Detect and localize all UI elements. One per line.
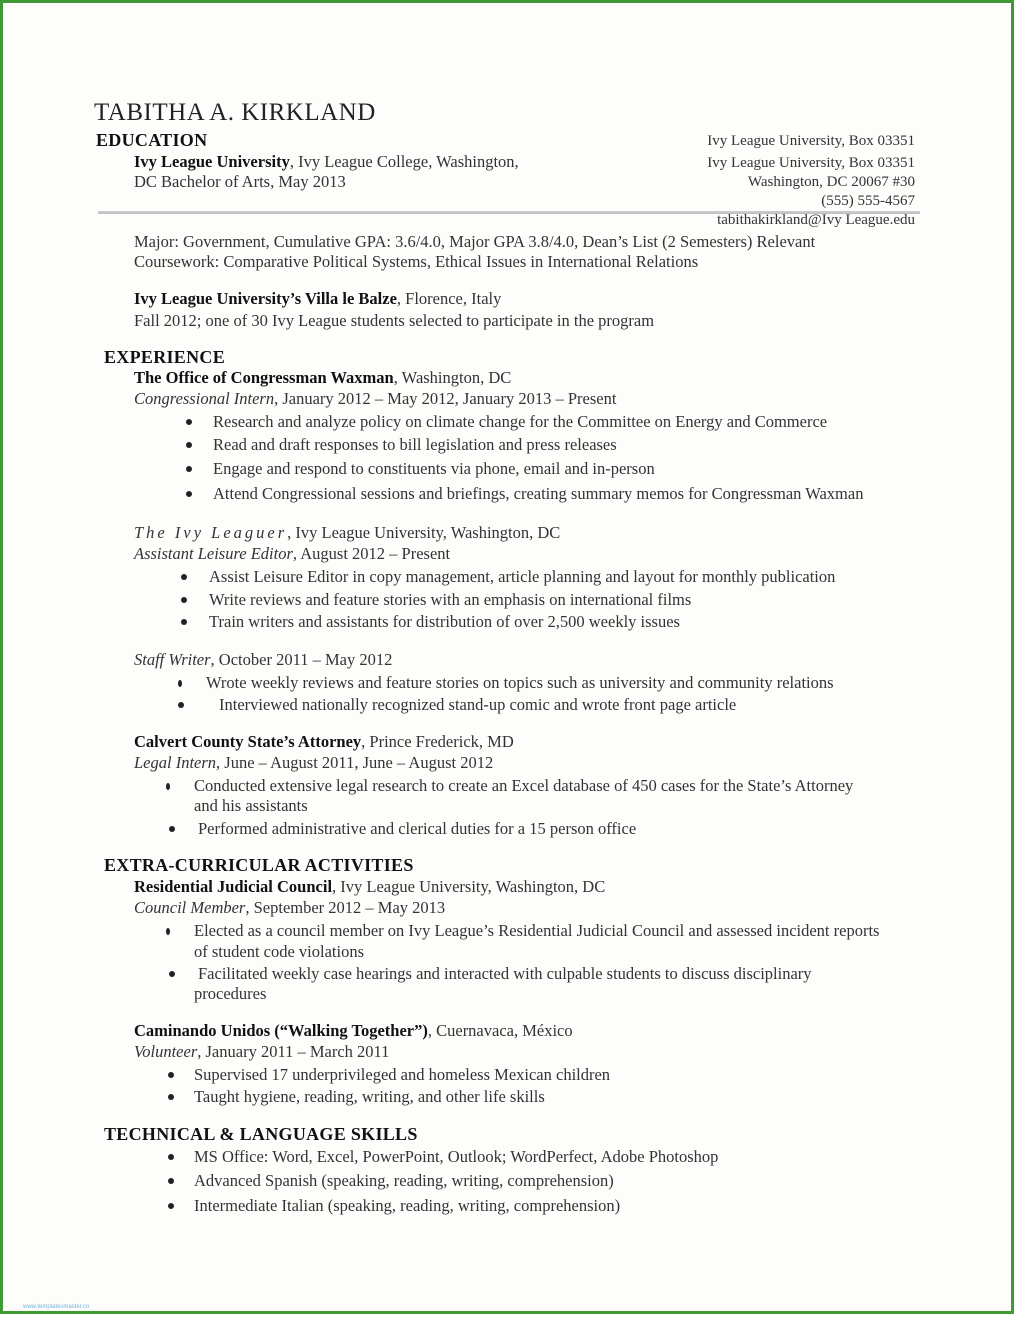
bullet-icon xyxy=(168,1178,174,1184)
job2-bullet-1: Assist Leisure Editor in copy management, article planning and layout for monthly publication xyxy=(209,567,836,586)
job1-bullet-4: Attend Congressional sessions and briefings, creating summary memos for Congressman Waxman xyxy=(213,484,864,503)
bullet-icon xyxy=(181,619,187,625)
bullet-icon xyxy=(186,419,192,425)
act2-role xyxy=(134,1042,389,1062)
skills-heading: TECHNICAL & LANGUAGE SKILLS xyxy=(104,1124,418,1144)
bullet-icon xyxy=(186,442,192,448)
job1-title: Congressional Intern xyxy=(134,389,275,408)
job2-bullet2-2: Interviewed nationally recognized stand-up comic and wrote front page article xyxy=(219,695,737,714)
job2-title2: Staff Writer xyxy=(134,650,211,669)
act2-loc: , Cuernavaca, México xyxy=(427,1021,573,1040)
act1-org: Residential Judicial Council xyxy=(134,877,333,896)
act2-bullet-1: Supervised 17 underprivileged and homeless Mexican children xyxy=(194,1065,611,1084)
job2-org: The Ivy Leaguer xyxy=(134,523,288,542)
job3-bullet-1a: Conducted extensive legal research to create an Excel database of 450 cases for the State’s Attorney xyxy=(194,776,854,795)
bullet-icon xyxy=(186,466,192,472)
act2-header xyxy=(134,1021,573,1041)
job2-title: Assistant Leisure Editor xyxy=(134,544,293,563)
job1-bullet-1: Research and analyze policy on climate change for the Committee on Energy and Commerce xyxy=(213,412,828,431)
education-school1-line1 xyxy=(134,152,519,172)
job2-bullet-3: Train writers and assistants for distribution of over 2,500 weekly issues xyxy=(209,612,680,631)
job1-loc: , Washington, DC xyxy=(393,368,512,387)
act2-title: Volunteer xyxy=(134,1042,198,1061)
job3-org: Calvert County State’s Attorney xyxy=(134,732,362,751)
job2-role xyxy=(134,544,450,564)
watermark-text: www.templatesmaster.co xyxy=(23,1304,90,1310)
bullet-icon xyxy=(181,597,187,603)
job1-org: The Office of Congressman Waxman xyxy=(134,368,394,387)
job1-header xyxy=(134,368,511,388)
act1-dates: , September 2012 – May 2013 xyxy=(245,898,446,917)
act1-loc: , Ivy League University, Washington, DC xyxy=(332,877,606,896)
job3-loc: , Prince Frederick, MD xyxy=(361,732,514,751)
school1-name: Ivy League University xyxy=(134,152,290,171)
job1-bullet-2: Read and draft responses to bill legislation and press releases xyxy=(213,435,617,454)
job1-dates: , January 2012 – May 2012, January 2013 – Present xyxy=(274,389,617,408)
contact-phone: (555) 555-4567 xyxy=(821,193,915,209)
job3-title: Legal Intern xyxy=(134,753,217,772)
education-school2-line1 xyxy=(134,289,501,309)
act1-title: Council Member xyxy=(134,898,246,917)
job3-role xyxy=(134,753,493,773)
job2-dates2: , October 2011 – May 2012 xyxy=(210,650,393,669)
activities-heading: EXTRA-CURRICULAR ACTIVITIES xyxy=(104,855,414,875)
job3-dates: , June – August 2011, June – August 2012 xyxy=(216,753,494,772)
education-school1-line3: Major: Government, Cumulative GPA: 3.6/4.0, Major GPA 3.8/4.0, Dean’s List (2 Semesters) Relevant xyxy=(134,232,816,251)
job1-role xyxy=(134,389,616,409)
job3-header xyxy=(134,732,514,752)
education-school1-line2: DC Bachelor of Arts, May 2013 xyxy=(134,172,346,191)
bullet-icon xyxy=(166,783,170,790)
job3-bullet-2: Performed administrative and clerical duties for a 15 person office xyxy=(198,819,637,838)
bullet-icon xyxy=(168,1203,174,1209)
act1-header xyxy=(134,877,605,897)
act2-bullet-2: Taught hygiene, reading, writing, and other life skills xyxy=(194,1087,545,1106)
school2-rest: , Florence, Italy xyxy=(396,289,502,308)
school1-rest: , Ivy League College, Washington, xyxy=(289,152,519,171)
contact-city: Washington, DC 20067 #30 xyxy=(747,174,915,190)
act2-dates: , January 2011 – March 2011 xyxy=(197,1042,390,1061)
skills-bullet-1: MS Office: Word, Excel, PowerPoint, Outlook; WordPerfect, Adobe Photoshop xyxy=(194,1147,719,1166)
bullet-icon xyxy=(169,826,175,832)
bullet-icon xyxy=(168,1094,174,1100)
job1-bullet-3: Engage and respond to constituents via phone, email and in-person xyxy=(213,459,655,478)
candidate-name: TABITHA A. KIRKLAND xyxy=(94,99,376,126)
school2-name: Ivy League University’s Villa le Balze xyxy=(134,289,397,308)
act1-role xyxy=(134,898,445,918)
job2-bullet-2: Write reviews and feature stories with an emphasis on international films xyxy=(209,590,692,609)
act1-bullet-1b: of student code violations xyxy=(194,942,365,961)
bullet-icon xyxy=(178,680,182,687)
job2-bullet2-1: Wrote weekly reviews and feature stories on topics such as university and community relations xyxy=(206,673,834,692)
education-school2-line2: Fall 2012; one of 30 Ivy League students selected to participate in the program xyxy=(134,311,655,330)
bullet-icon xyxy=(166,928,170,935)
contact-email: tabithakirkland@Ivy League.edu xyxy=(717,212,915,228)
job2-dates: , August 2012 – Present xyxy=(292,544,451,563)
job2-role2 xyxy=(134,650,392,670)
bullet-icon xyxy=(168,1154,174,1160)
skills-bullet-2: Advanced Spanish (speaking, reading, writing, comprehension) xyxy=(194,1171,614,1190)
act2-org: Caminando Unidos (“Walking Together”) xyxy=(134,1021,428,1040)
act1-bullet-1a: Elected as a council member on Ivy League’s Residential Judicial Council and assessed incident reports xyxy=(194,921,880,940)
bullet-icon xyxy=(186,491,192,497)
job2-loc: , Ivy League University, Washington, DC xyxy=(287,523,561,542)
skills-bullet-3: Intermediate Italian (speaking, reading, writing, comprehension) xyxy=(194,1196,621,1215)
education-heading: EDUCATION xyxy=(96,130,208,150)
bullet-icon xyxy=(169,971,175,977)
contact-address-1: Ivy League University, Box 03351 xyxy=(707,133,915,149)
contact-address-2: Ivy League University, Box 03351 xyxy=(707,155,915,171)
bullet-icon xyxy=(181,574,187,580)
job3-bullet-1b: and his assistants xyxy=(194,796,308,815)
bullet-icon xyxy=(178,702,184,708)
act1-bullet-2b: procedures xyxy=(194,984,267,1003)
job2-header xyxy=(134,523,560,543)
experience-heading: EXPERIENCE xyxy=(104,347,226,367)
education-school1-line4: Coursework: Comparative Political Systems, Ethical Issues in International Relations xyxy=(134,252,699,271)
bullet-icon xyxy=(168,1072,174,1078)
act1-bullet-2a: Facilitated weekly case hearings and interacted with culpable students to discuss disciplinary xyxy=(198,964,812,983)
